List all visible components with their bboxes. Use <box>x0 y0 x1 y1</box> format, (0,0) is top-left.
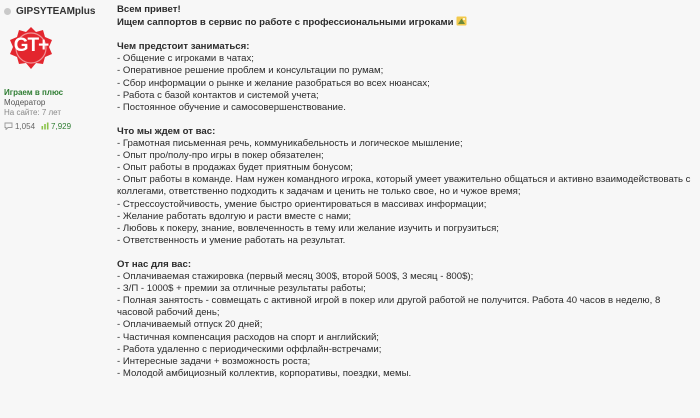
list-item: - Опыт работы в команде. Нам нужен командного игрока, который умеет уважительно общаться и активно взаимодействовать с коллегами, ответственно подходить к задачам и ценить не только свое, но и чужое время; <box>117 174 691 198</box>
list-item: - Работа с базой контактов и системой учета; <box>117 89 319 101</box>
list-item: - Частичная компенсация расходов на спорт и английский; <box>117 331 379 343</box>
headline-text: Ищем саппортов в сервис по работе с профессиональными игроками <box>117 17 454 29</box>
list-item: - Грамотная письменная речь, коммуникабельность и логическое мышление; <box>117 138 463 150</box>
section-title-duties: Чем предстоит заниматься: <box>117 41 250 53</box>
section-title-offer: От нас для вас: <box>117 258 192 270</box>
likes-count: 7,929 <box>51 121 72 131</box>
chat-bubble-icon <box>4 122 13 130</box>
list-item: - Стрессоустойчивость, умение быстро ориентироваться в массивах информации; <box>117 198 487 210</box>
list-item: - Работа удаленно с периодическими оффлайн-встречами; <box>117 343 382 355</box>
post-greeting: Всем привет! <box>117 4 181 15</box>
user-role: Модератор <box>4 98 46 107</box>
username-link[interactable]: GIPSYTEAMplus <box>16 5 96 17</box>
poker-chip-emoji <box>456 16 467 26</box>
user-panel <box>4 4 104 131</box>
messages-count: 1,054 <box>15 121 36 131</box>
list-item: - Опыт работы в продажах будет приятным бонусом; <box>117 162 353 174</box>
bar-chart-icon <box>41 122 49 130</box>
user-stats <box>4 121 104 131</box>
list-item: - Любовь к покеру, знание, вовлеченность в тему или желание изучить и погрузиться; <box>117 222 499 234</box>
list-item: - Полная занятость - совмещать с активной игрой в покер или другой работой не получится. Работа 40 часов в неделю, 8 часовой рабочий день; <box>117 295 661 319</box>
user-status-dot <box>4 8 11 15</box>
user-on-site: На сайте: 7 лет <box>4 108 62 117</box>
list-item: - Опыт про/полу-про игры в покер обязателен; <box>117 150 324 162</box>
list-item: - Общение с игроками в чатах; <box>117 53 254 65</box>
list-item: - Молодой амбициозный коллектив, корпоративы, поездки, мемы. <box>117 367 412 379</box>
messages-stat <box>4 122 35 131</box>
username-row <box>4 4 104 18</box>
list-item: - Интересные задачи + возможность роста; <box>117 355 311 367</box>
post-message <box>117 4 697 380</box>
list-item: - Ответственность и умение работать на результат. <box>117 234 346 246</box>
likes-stat <box>41 122 71 131</box>
user-rank: Играем в плюс <box>4 88 64 97</box>
avatar[interactable] <box>9 26 53 70</box>
list-item: - Желание работать вдолгую и расти вместе с нами; <box>117 210 352 222</box>
list-item: - Оплачиваемая стажировка (первый месяц 300$, второй 500$, 3 месяц - 800$); <box>117 271 474 283</box>
list-item: - Сбор информации о рынке и желание разобраться во всех нюансах; <box>117 77 430 89</box>
list-item: - Оплачиваемый отпуск 20 дней; <box>117 319 263 331</box>
section-title-requirements: Что мы ждем от вас: <box>117 125 216 137</box>
list-item: - З/П - 1000$ + премии за отличные результаты работы; <box>117 283 366 295</box>
post-headline <box>117 16 697 29</box>
list-item: - Оперативное решение проблем и консультации по румам; <box>117 65 384 77</box>
list-item: - Постоянное обучение и самосовершенствование. <box>117 101 346 113</box>
avatar-logo-text: GT+ <box>13 35 49 56</box>
